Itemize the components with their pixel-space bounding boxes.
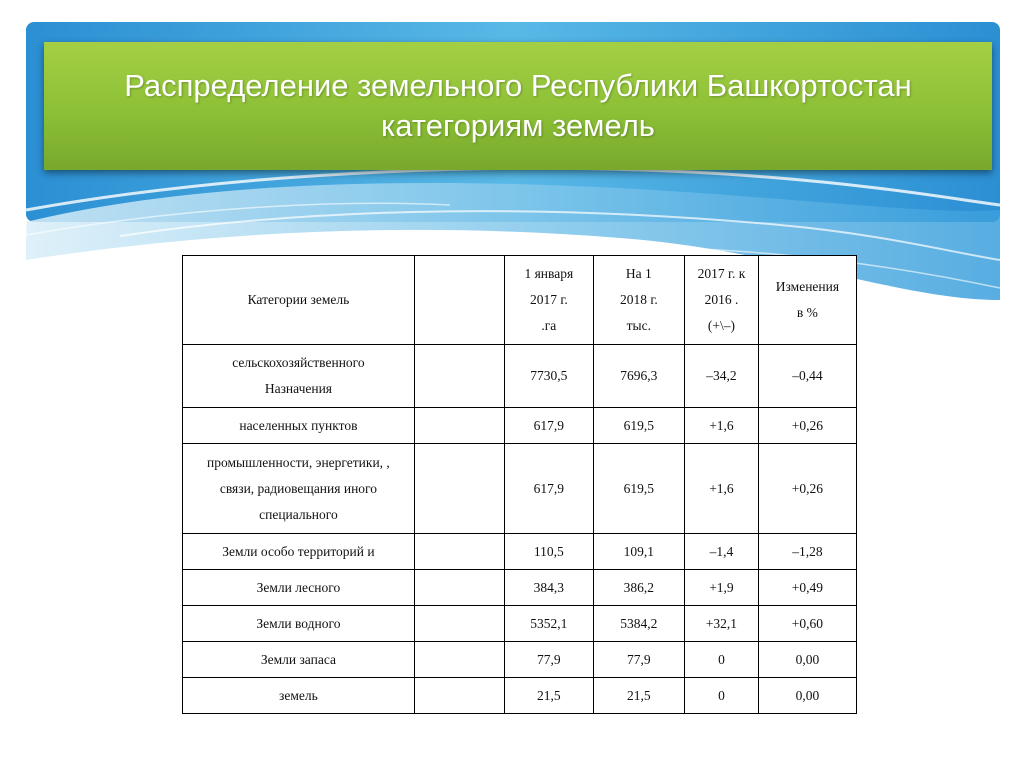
row-category [183,345,415,408]
row-category-line-2: Назначения [264,381,333,396]
slide-title-line-2: категориям земель [381,108,655,143]
row-diff: +1,9 [685,570,759,606]
row-empty-cell [414,408,504,444]
row-category: Земли водного [183,606,415,642]
row-category-line-1: промышленности, энергетики, , [207,454,390,470]
row-jan2017: 21,5 [505,678,594,714]
row-jan2018: 77,9 [593,642,684,678]
table-row [183,408,857,444]
header-diff [685,256,759,345]
row-empty-cell [414,444,504,534]
row-jan2018: 619,5 [593,444,684,534]
row-jan2018: 109,1 [593,534,684,570]
row-empty-cell [414,534,504,570]
header-jan-line-1: 1 января [524,266,574,281]
row-empty-cell [414,642,504,678]
slide-title [88,66,948,146]
row-pct: –0,44 [758,345,856,408]
row-diff: 0 [685,678,759,714]
row-category: населенных пунктов [183,408,415,444]
table-row [183,444,857,534]
table-row [183,570,857,606]
header-diff-line-2: 2016 . [704,292,739,307]
header-pct-line-2: в % [796,305,818,320]
row-jan2017: 77,9 [505,642,594,678]
table-header-row [183,256,857,345]
row-category: Земли лесного [183,570,415,606]
row-jan2018: 7696,3 [593,345,684,408]
header-pct-line-1: Изменения [775,279,840,294]
header-diff-line-1: 2017 г. к [697,266,746,281]
row-jan2018: 5384,2 [593,606,684,642]
row-pct: +0,49 [758,570,856,606]
row-pct: –1,28 [758,534,856,570]
title-bar [44,42,992,170]
row-category: Земли запаса [183,642,415,678]
row-category-line-2: связи, радиовещания иного [219,480,377,496]
row-jan2018: 386,2 [593,570,684,606]
row-pct: +0,26 [758,408,856,444]
row-jan2017: 384,3 [505,570,594,606]
row-jan2017: 110,5 [505,534,594,570]
header-jan-2017 [505,256,594,345]
header-category: Категории земель [183,256,415,345]
row-category-line-3: специального [259,506,338,522]
row-jan2017: 617,9 [505,444,594,534]
row-empty-cell [414,570,504,606]
header-diff-line-3: (+\–) [707,318,735,333]
row-empty-cell [414,606,504,642]
land-categories-table [182,255,857,714]
row-diff: +1,6 [685,444,759,534]
table-row [183,534,857,570]
table-row [183,345,857,408]
row-jan2017: 7730,5 [505,345,594,408]
row-pct: 0,00 [758,678,856,714]
row-empty-cell [414,345,504,408]
row-diff: –34,2 [685,345,759,408]
header-na-line-3: тыс. [626,318,651,333]
row-pct: +0,60 [758,606,856,642]
row-category: Земли особо территорий и [183,534,415,570]
header-na-line-1: На 1 [625,266,652,281]
header-na-line-2: 2018 г. [619,292,658,307]
header-empty [414,256,504,345]
row-jan2018: 21,5 [593,678,684,714]
row-diff: +32,1 [685,606,759,642]
row-pct: 0,00 [758,642,856,678]
row-jan2017: 617,9 [505,408,594,444]
row-category: земель [183,678,415,714]
row-diff: –1,4 [685,534,759,570]
row-pct: +0,26 [758,444,856,534]
header-jan-line-2: 2017 г. [529,292,568,307]
table-row [183,606,857,642]
row-empty-cell [414,678,504,714]
row-category [183,444,415,534]
header-percent [758,256,856,345]
header-jan-2018 [593,256,684,345]
table-row [183,642,857,678]
slide-title-line-1: Распределение земельного Республики Башкортостан [124,68,912,103]
row-diff: +1,6 [685,408,759,444]
row-category-line-1: сельскохозяйственного [232,355,365,370]
header-jan-line-3: .га [541,318,557,333]
table-row [183,678,857,714]
row-jan2018: 619,5 [593,408,684,444]
row-jan2017: 5352,1 [505,606,594,642]
row-diff: 0 [685,642,759,678]
